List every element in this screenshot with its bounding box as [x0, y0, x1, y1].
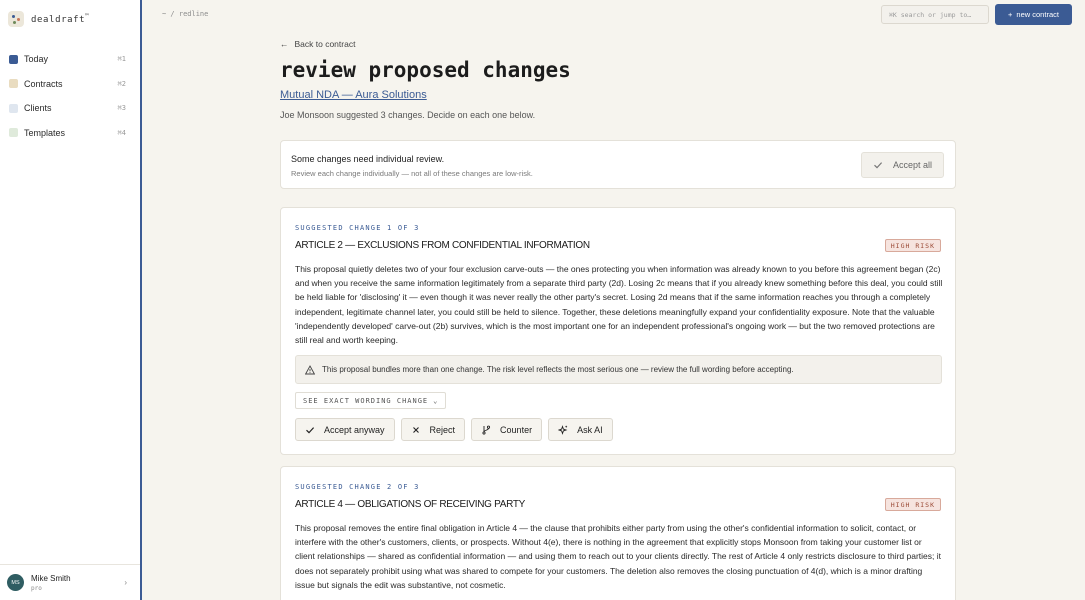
sidebar-item-clients[interactable] — [0, 96, 140, 121]
page-title: review proposed changes — [280, 58, 571, 82]
app-name: dealdraft™ — [31, 13, 90, 25]
counter-button[interactable] — [471, 418, 542, 441]
back-link[interactable] — [280, 39, 355, 49]
accept-all-label: Accept all — [892, 160, 933, 170]
avatar: MS — [7, 574, 24, 591]
search-input[interactable]: ⌘K search or jump to… — [881, 5, 989, 24]
clients-icon — [9, 104, 18, 113]
user-menu[interactable] — [0, 564, 140, 600]
sidebar-item-contracts[interactable] — [0, 72, 140, 97]
wording-toggle-label: SEE EXACT WORDING CHANGE — [303, 396, 429, 405]
banner-subtitle: Review each change individually — not all of these changes are low-risk. — [291, 169, 533, 178]
change-title: ARTICLE 4 — OBLIGATIONS OF RECEIVING PARTY — [295, 499, 526, 510]
warning-text: This proposal bundles more than one change. The risk level reflects the most serious one — review the full wording before accepting. — [322, 365, 794, 374]
new-contract-button[interactable] — [995, 4, 1072, 25]
sparkle-icon — [558, 425, 568, 435]
plus-icon: + — [1008, 10, 1013, 19]
today-icon — [9, 55, 18, 64]
accept-anyway-button[interactable] — [295, 418, 395, 441]
back-label: Back to contract — [294, 39, 356, 49]
shortcut-hint: ⌘3 — [117, 104, 126, 113]
user-plan: pro — [31, 584, 42, 592]
bundled-warning — [295, 355, 942, 384]
see-wording-toggle[interactable] — [295, 392, 446, 409]
new-contract-label: new contract — [1016, 10, 1059, 19]
sidebar-item-label: Today — [24, 54, 49, 65]
dealdraft-logo-icon — [8, 11, 24, 27]
warning-icon — [305, 365, 315, 375]
change-card — [280, 207, 956, 455]
banner-title: Some changes need individual review. — [291, 154, 445, 164]
ask-ai-button[interactable] — [548, 418, 613, 441]
review-banner — [280, 140, 956, 189]
brand[interactable] — [0, 0, 140, 38]
change-kicker: SUGGESTED CHANGE 2 OF 3 — [295, 483, 420, 491]
risk-badge: HIGH RISK — [885, 239, 941, 252]
user-name: Mike Smith — [31, 573, 71, 583]
contract-link[interactable]: Mutual NDA — Aura Solutions — [280, 89, 427, 101]
arrow-left-icon: ← — [280, 39, 289, 49]
close-icon — [411, 425, 421, 435]
risk-badge: HIGH RISK — [885, 498, 941, 511]
top-bar — [144, 0, 1085, 30]
sidebar-nav — [0, 47, 140, 145]
change-card — [280, 466, 956, 600]
chevron-right-icon: › — [124, 578, 127, 587]
ask-ai-label: Ask AI — [577, 424, 603, 435]
change-title: ARTICLE 2 — EXCLUSIONS FROM CONFIDENTIAL INFORMATION — [295, 240, 590, 251]
check-icon — [305, 425, 315, 435]
sidebar-item-label: Contracts — [24, 78, 63, 89]
check-icon — [873, 160, 883, 170]
sidebar-item-templates[interactable] — [0, 121, 140, 146]
branch-icon — [481, 425, 491, 435]
breadcrumb[interactable]: ~ / redline — [162, 10, 209, 18]
change-actions — [295, 418, 613, 441]
shortcut-hint: ⌘1 — [117, 55, 126, 64]
counter-label: Counter — [500, 424, 533, 435]
sidebar — [0, 0, 142, 600]
change-explanation: This proposal removes the entire final obligation in Article 4 — the clause that prohibits either party from using the other's confidential information to solicit, contact, or interfere with the other's customers, clients, or prospects. Without 4(e), there is nothing in the agreement that explicitly stops Monsoon from taking your customer list or client relationships — shared as confidential information — and using them to reach out to your clients directly. The rest of Article 4 only restricts disclosure to third parties; it does not separately prohibit using what was shared to compete for your customers. The deletion also removes the closing punctuation of 4(d), which is a minor drafting issue but signals the edit was substantive, not cosmetic. — [295, 523, 941, 590]
sidebar-item-label: Templates — [24, 127, 66, 138]
change-explanation: This proposal quietly deletes two of your four exclusion carve-outs — the ones protecting you when information was already known to you before this agreement began (2c) and when you receive the same information legitimately from a separate third party (2d). Losing 2c means that if you already knew something before this deal, you could still be held liable for 'disclosing' it — even though it was never really the other party's secret. Losing 2d means that if the same information reaches you through a completely independent, legitimate channel later, you could still be held to silence. Together, these deletions meaningfully expand your confidentiality exposure. Note that the valuable 'independently developed' carve-out (2b) survives, which is the most important one for an independent professional's ongoing work — but the two removed protections are still real and worth keeping. — [295, 264, 943, 346]
reject-button[interactable] — [401, 418, 466, 441]
accept-anyway-label: Accept anyway — [324, 424, 385, 435]
shortcut-hint: ⌘4 — [117, 128, 126, 137]
sidebar-item-label: Clients — [24, 103, 52, 114]
contracts-icon — [9, 79, 18, 88]
reject-label: Reject — [429, 424, 456, 435]
changes-summary: Joe Monsoon suggested 3 changes. Decide on each one below. — [280, 110, 536, 120]
chevron-down-icon: ⌄ — [433, 396, 439, 405]
shortcut-hint: ⌘2 — [117, 79, 126, 88]
accept-all-button[interactable] — [861, 152, 944, 178]
sidebar-item-today[interactable] — [0, 47, 140, 72]
templates-icon — [9, 128, 18, 137]
change-kicker: SUGGESTED CHANGE 1 OF 3 — [295, 224, 420, 232]
